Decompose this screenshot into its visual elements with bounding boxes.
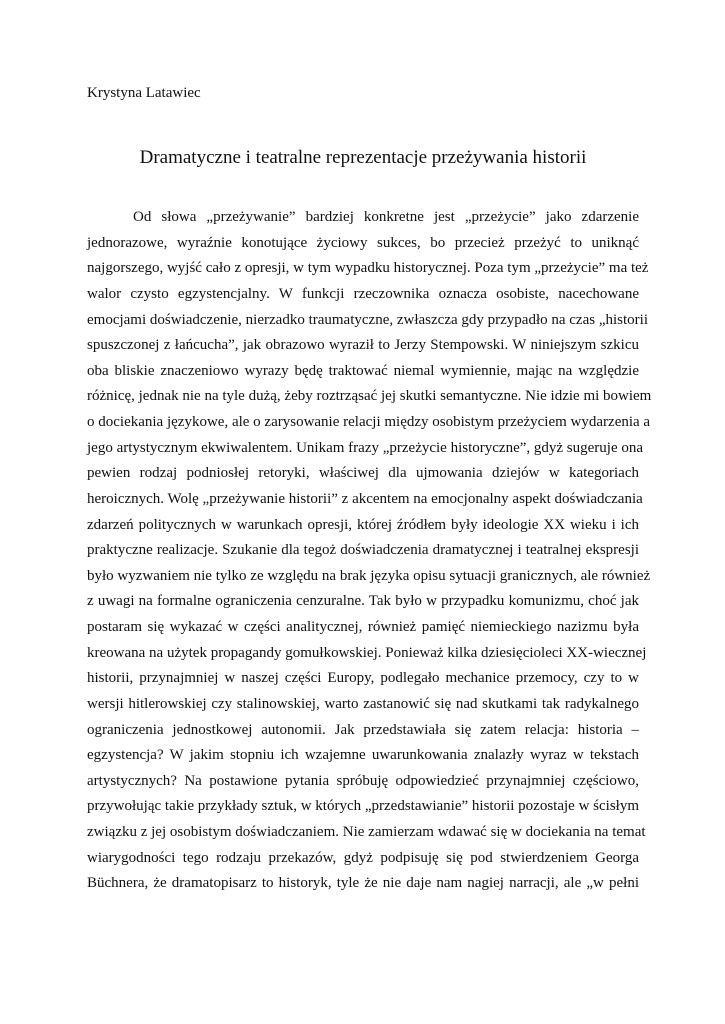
text-line: kreowana na użytek propagandy gomułkowskiej. Ponieważ kilka dziesięcioleci XX-wiecznej [87, 644, 647, 661]
text-line: ograniczenia jednostkowej autonomii. Jak przedstawiała się zatem relacja: historia – [87, 721, 639, 738]
document-title: Dramatyczne i teatralne reprezentacje przeżywania historii [139, 147, 587, 168]
text-line: przywołując takie przykłady sztuk, w których „przedstawianie” historii pozostaje w ścisłym [87, 798, 639, 815]
text-line: Od słowa „przeżywanie” bardziej konkretne jest „przeżycie” jako zdarzenie [133, 209, 639, 225]
author-name: Krystyna Latawiec [87, 85, 201, 101]
text-line: związku z jej osobistym doświadczaniem. Nie zamierzam wdawać się w dociekania na temat [87, 824, 646, 840]
text-line: było wyzwaniem nie tylko ze względu na brak języka opisu sytuacji granicznych, ale również [87, 567, 651, 584]
text-line: egzystencja? W jakim stopniu ich wzajemne uwarunkowania znalazły wyraz w tekstach [87, 747, 639, 764]
text-line: z uwagi na formalne ograniczenia cenzuralne. Tak było w przypadku komunizmu, choć jak [87, 593, 639, 610]
text-line: pewien rodzaj podniosłej retoryki, właściwej dla ujmowania dziejów w kategoriach [87, 465, 639, 482]
text-line: postaram się wykazać w części analitycznej, również pamięć niemieckiego nazizmu była [87, 619, 639, 635]
text-line: wersji hitlerowskiej czy stalinowskiej, warto zastanowić się nad skutkami tak radykalnego [87, 695, 639, 712]
text-line: o dociekania językowe, ale o zarysowanie relacji między osobistym przeżyciem wydarzenia a [87, 414, 651, 430]
body-paragraph [87, 205, 652, 897]
text-line: praktyczne realizacje. Szukanie dla tegoż doświadczenia dramatycznej i teatralnej ekspresji [87, 542, 639, 559]
text-line: heroicznych. Wolę „przeżywanie historii” z akcentem na emocjonalny aspekt doświadczania [87, 490, 643, 507]
text-line: artystycznych? Na postawione pytania spróbuję odpowiedzieć przynajmniej częściowo, [87, 772, 639, 789]
text-line: oba bliskie znaczeniowo wyrazy będę traktować niemal wymiennie, mając na względzie [87, 362, 639, 379]
text-line: najgorszego, wyjść cało z opresji, w tym wypadku historycznej. Poza tym „przeżycie” ma też [87, 260, 649, 277]
text-line: różnicę, jednak nie na tyle dużą, żeby roztrząsać jej skutki semantyczne. Nie idzie mi bowiem [87, 388, 652, 405]
text-line: Büchnera, że dramatopisarz to historyk, tyle że nie daje nam nagiej narracji, ale „w pełni [87, 875, 639, 892]
text-line: zdarzeń politycznych w warunkach opresji, której źródłem były ideologie XX wieku i ich [87, 516, 639, 533]
text-line: wiarygodności tego rodzaju przekazów, gdyż podpisuję się pod stwierdzeniem Georga [87, 849, 639, 866]
text-line: jednorazowe, wyraźnie konotujące życiowy sukces, bo przecież przeżyć to uniknąć [87, 234, 639, 251]
text-line: jego artystycznym ekwiwalentem. Unikam frazy „przeżycie historyczne”, gdyż sugeruje ona [87, 439, 644, 456]
text-line: historii, przynajmniej w naszej części Europy, podlegało mechanice przemocy, czy to w [87, 670, 639, 687]
text-line: walor czysto egzystencjalny. W funkcji rzeczownika oznacza osobiste, nacechowane [87, 285, 639, 302]
text-line: emocjami doświadczenie, nierzadko traumatyczne, zwłaszcza gdy przypadło na czas „historii [87, 311, 648, 328]
text-line: spuszczonej z łańcucha”, jak obrazowo wyraził to Jerzy Stempowski. W niniejszym szkicu [87, 337, 639, 354]
